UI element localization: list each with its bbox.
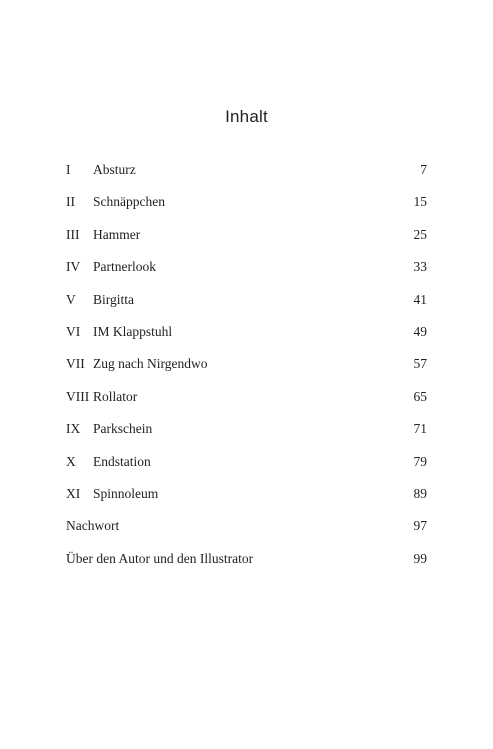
toc-entry (66, 255, 427, 287)
chapter-number: VII (66, 356, 85, 372)
toc-entry (66, 385, 427, 417)
page-number: 97 (413, 518, 427, 534)
toc-entry (66, 223, 427, 255)
chapter-number: IX (66, 421, 81, 437)
page-number: 15 (413, 194, 427, 210)
page-number: 7 (420, 162, 427, 177)
table-of-contents (66, 158, 427, 579)
page-title: Inhalt (225, 107, 268, 126)
toc-entry (66, 190, 427, 222)
about-author-title: Über den Autor und den Illustrator (66, 550, 254, 566)
page-number: 79 (413, 453, 427, 469)
chapter-number: VI (66, 323, 81, 339)
page-number: 89 (413, 485, 427, 501)
chapter-title: IM Klappstuhl (93, 323, 173, 339)
toc-entry (66, 320, 427, 352)
chapter-number: XI (66, 485, 81, 501)
chapter-title: Absturz (93, 162, 136, 177)
chapter-title: Birgitta (93, 291, 135, 307)
toc-entry (66, 288, 427, 320)
toc-entry-afterword (66, 514, 427, 546)
toc-entry (66, 352, 427, 384)
page-number: 65 (413, 388, 427, 404)
chapter-number: IV (66, 259, 81, 275)
chapter-number: III (66, 226, 80, 242)
page-number: 49 (413, 323, 427, 339)
chapter-title: Zug nach Nirgendwo (93, 356, 208, 372)
page-number: 71 (413, 421, 427, 437)
page-number: 99 (413, 550, 427, 566)
page-number: 41 (413, 291, 427, 307)
chapter-title: Endstation (93, 453, 151, 469)
page-number: 33 (413, 259, 427, 275)
chapter-number: V (66, 291, 76, 307)
page-number: 57 (413, 356, 427, 372)
chapter-number: VIII (66, 388, 90, 404)
toc-entry (66, 450, 427, 482)
chapter-title: Spinnoleum (93, 485, 159, 501)
toc-entry-about-author (66, 547, 427, 579)
chapter-title: Partnerlook (93, 259, 156, 275)
toc-entry (66, 158, 427, 190)
toc-entry (66, 417, 427, 449)
chapter-number: II (66, 194, 75, 210)
chapter-number: I (66, 162, 71, 177)
page-number: 25 (413, 226, 427, 242)
chapter-title: Rollator (93, 388, 138, 404)
afterword-title: Nachwort (66, 518, 120, 534)
chapter-title: Schnäppchen (93, 194, 165, 210)
toc-entry (66, 482, 427, 514)
chapter-number: X (66, 453, 76, 469)
chapter-title: Hammer (93, 226, 141, 242)
chapter-title: Parkschein (93, 421, 153, 437)
